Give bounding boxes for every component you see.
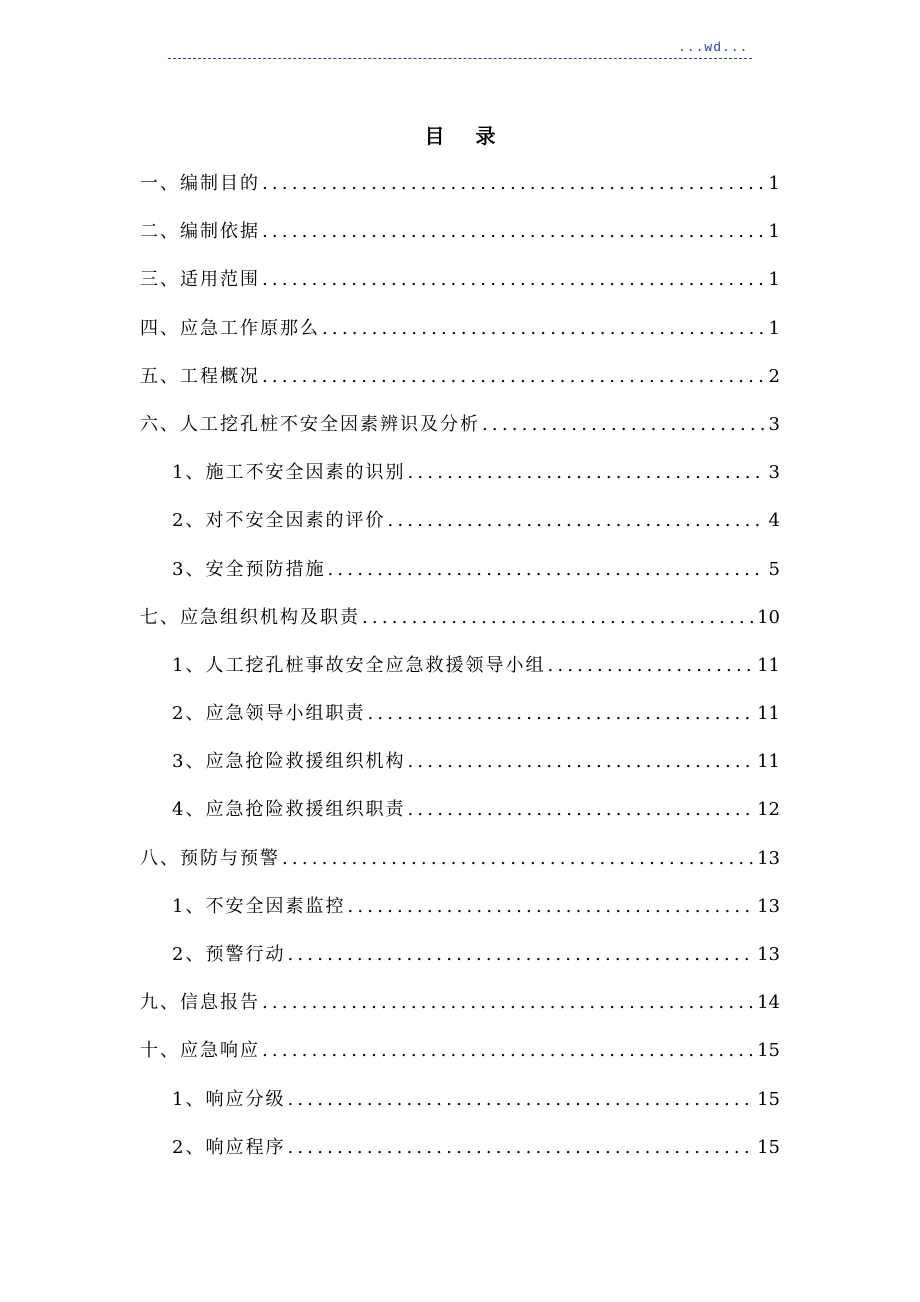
- toc-entry[interactable]: [140, 790, 780, 838]
- toc-entry-label: 1、不安全因素监控: [172, 895, 346, 917]
- toc-entry-page-number: 12: [757, 799, 780, 821]
- toc-entry-page-number: 13: [757, 944, 780, 965]
- toc-dot-leader: [287, 1128, 753, 1168]
- toc-entry-page-number: 11: [757, 751, 780, 773]
- toc-entry-label: 1、施工不安全因素的识别: [172, 462, 406, 484]
- toc-entry[interactable]: [140, 1128, 780, 1176]
- toc-dot-leader: [262, 357, 765, 397]
- toc-entry[interactable]: [140, 839, 780, 887]
- toc-entry-page-number: 13: [757, 895, 780, 917]
- toc-entry[interactable]: [140, 309, 780, 357]
- toc-entry-label: 3、安全预防措施: [172, 558, 326, 580]
- toc-entry-page-number: 15: [757, 1040, 780, 1062]
- toc-entry-page-number: 1: [768, 269, 780, 291]
- toc-entry-label: 一、编制目的: [140, 173, 260, 194]
- toc-entry-page-number: 3: [768, 462, 780, 484]
- toc-entry-label: 2、对不安全因素的评价: [172, 510, 386, 532]
- toc-entry-label: 二、编制依据: [140, 221, 260, 243]
- toc-entry[interactable]: [140, 935, 780, 983]
- toc-entry-label: 2、预警行动: [172, 944, 286, 965]
- toc-entry-label: 3、应急抢险救援组织机构: [172, 751, 406, 773]
- toc-dot-leader: [407, 453, 764, 493]
- toc-entry[interactable]: [140, 983, 780, 1031]
- toc-entry[interactable]: [140, 742, 780, 790]
- toc-entry[interactable]: [140, 357, 780, 405]
- toc-dot-leader: [262, 983, 753, 1023]
- toc-entry-label: 2、应急领导小组职责: [172, 703, 366, 725]
- toc-entry-page-number: 3: [768, 413, 780, 435]
- toc-dot-leader: [407, 742, 753, 782]
- toc-dot-leader: [262, 164, 765, 204]
- toc-dot-leader: [327, 550, 764, 590]
- toc-dot-leader: [407, 790, 753, 830]
- toc-entry-page-number: 1: [768, 317, 780, 339]
- toc-entry-page-number: 1: [768, 221, 780, 243]
- toc-entry-label: 1、人工挖孔桩事故安全应急救援领导小组: [172, 654, 546, 676]
- toc-entry-page-number: 14: [757, 992, 780, 1014]
- toc-entry[interactable]: [140, 405, 780, 453]
- toc-entry-label: 2、响应程序: [172, 1136, 286, 1158]
- toc-entry-page-number: 15: [757, 1088, 780, 1110]
- toc-entry-label: 六、人工挖孔桩不安全因素辨识及分析: [140, 413, 480, 435]
- toc-dot-leader: [262, 260, 765, 300]
- toc-entry-page-number: 5: [768, 558, 780, 580]
- toc-entry-page-number: 2: [768, 365, 780, 387]
- toc-entry[interactable]: [140, 453, 780, 501]
- toc-dot-leader: [482, 405, 765, 445]
- toc-dot-leader: [367, 694, 753, 734]
- toc-entry[interactable]: [140, 1080, 780, 1128]
- toc-entry[interactable]: [140, 598, 780, 646]
- header-mark: ...wd...: [678, 40, 749, 55]
- toc-title: 目 录: [424, 124, 508, 148]
- toc-entry-label: 八、预防与预警: [140, 847, 280, 869]
- header-rule: [168, 58, 752, 59]
- toc-dot-leader: [262, 1031, 753, 1071]
- toc-dot-leader: [322, 309, 765, 349]
- toc-entry-page-number: 15: [757, 1136, 780, 1158]
- toc-dot-leader: [547, 646, 753, 686]
- toc-entry-page-number: 11: [757, 654, 780, 676]
- toc-entry-label: 1、响应分级: [172, 1088, 286, 1110]
- toc-entry-label: 四、应急工作原那么: [140, 317, 320, 339]
- toc-entry[interactable]: [140, 694, 780, 742]
- toc-entry[interactable]: [140, 646, 780, 694]
- toc-dot-leader: [387, 501, 764, 541]
- toc-entry-page-number: 4: [768, 510, 780, 532]
- toc-entry-label: 九、信息报告: [140, 992, 260, 1014]
- toc-dot-leader: [287, 1080, 753, 1120]
- toc-entry[interactable]: [140, 164, 780, 212]
- table-of-contents: [140, 164, 780, 1176]
- toc-entry[interactable]: [140, 260, 780, 308]
- toc-entry[interactable]: [140, 1031, 780, 1079]
- toc-dot-leader: [362, 598, 753, 638]
- toc-entry-label: 十、应急响应: [140, 1040, 260, 1062]
- toc-entry-label: 五、工程概况: [140, 365, 260, 387]
- toc-entry[interactable]: [140, 212, 780, 260]
- toc-entry-label: 三、适用范围: [140, 269, 260, 291]
- toc-entry[interactable]: [140, 887, 780, 935]
- toc-dot-leader: [282, 839, 753, 879]
- toc-dot-leader: [262, 212, 765, 252]
- toc-entry[interactable]: [140, 550, 780, 598]
- toc-entry-page-number: 1: [768, 173, 780, 194]
- toc-entry-page-number: 10: [757, 606, 780, 628]
- toc-entry-label: 4、应急抢险救援组织职责: [172, 799, 406, 821]
- toc-entry-label: 七、应急组织机构及职责: [140, 606, 360, 628]
- toc-dot-leader: [347, 887, 753, 927]
- toc-entry-page-number: 13: [757, 847, 780, 869]
- toc-entry-page-number: 11: [757, 703, 780, 725]
- toc-dot-leader: [287, 935, 753, 975]
- toc-entry[interactable]: [140, 501, 780, 549]
